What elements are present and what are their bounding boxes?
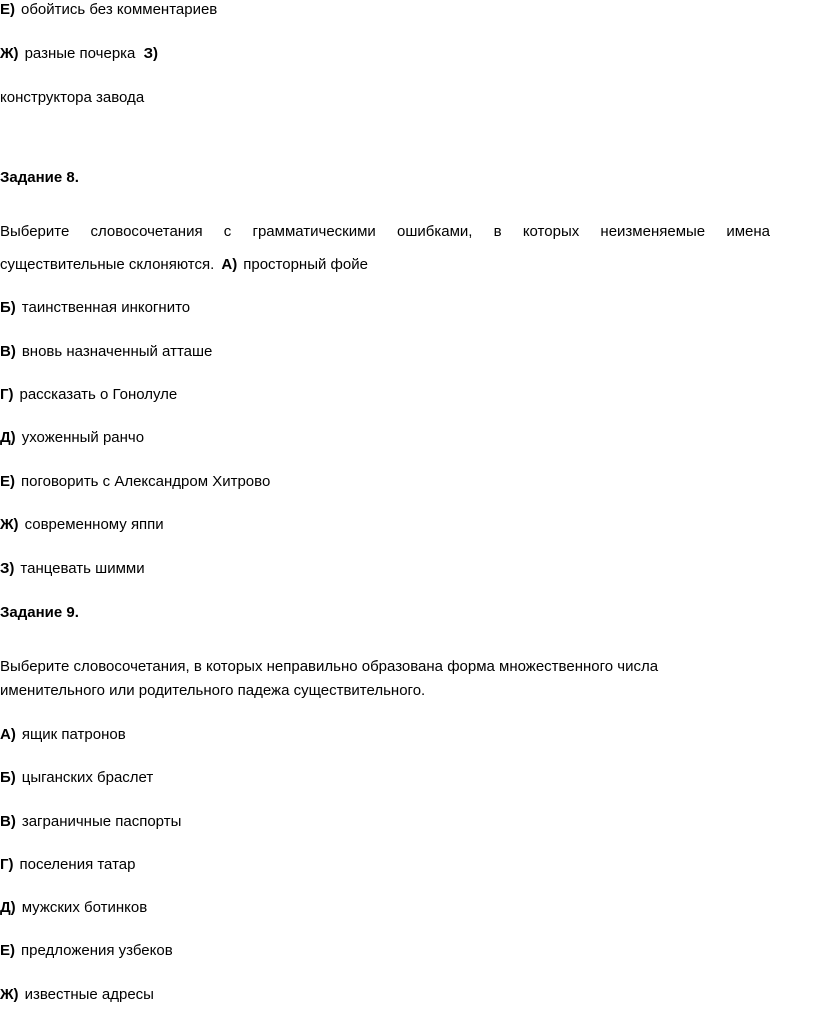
task-9-instruction-line1: [0, 657, 658, 677]
option-text: ухоженный ранчо: [21, 429, 145, 446]
task-8-option-z: [0, 559, 145, 579]
option-text: известные адресы: [24, 986, 154, 1003]
option-e-prev: [0, 0, 217, 20]
option-text: обойтись без комментариев: [21, 1, 218, 18]
option-text: поселения татар: [19, 856, 136, 873]
option-text: ящик патронов: [21, 726, 126, 743]
instruction-text: именительного или родительного падежа существительного.: [0, 682, 426, 699]
task-9-option-v: [0, 812, 181, 832]
task-9-option-zh: [0, 985, 154, 1005]
option-text: мужских ботинков: [21, 899, 148, 916]
option-text: современному яппи: [24, 516, 164, 533]
task-9-option-g: [0, 855, 135, 875]
instruction-text: Выберите словосочетания, в которых неправильно образована форма множественного числа: [0, 658, 659, 675]
task-8-option-e: [0, 472, 270, 492]
option-text: поговорить с Александром Хитрово: [21, 473, 271, 490]
option-text: конструктора завода: [0, 89, 145, 106]
option-zh-prev: [0, 44, 164, 64]
option-text: просторный фойе: [243, 256, 368, 273]
option-letter-z: З): [143, 45, 158, 62]
task-9-option-e: [0, 941, 173, 961]
task-9-heading: Задание 9.: [0, 604, 79, 621]
task-9-option-d: [0, 898, 147, 918]
task-8-option-zh: [0, 515, 164, 535]
option-letter: В): [0, 813, 16, 830]
option-letter: Ж): [0, 45, 19, 62]
task-8-option-g: [0, 385, 177, 405]
option-letter: Ж): [0, 516, 19, 533]
option-text: предложения узбеков: [21, 942, 173, 959]
instruction-text: существительные склоняются.: [0, 256, 215, 273]
option-letter: Е): [0, 942, 15, 959]
instruction-text: Выберите словосочетания с грамматическими ошибками, в которых неизменяемые имена: [0, 223, 770, 240]
option-letter: Е): [0, 1, 15, 18]
task-8-option-b: [0, 298, 190, 318]
task-8-instruction-line2: [0, 255, 368, 275]
option-text: вновь назначенный атташе: [21, 343, 213, 360]
option-text: цыганских браслет: [21, 769, 154, 786]
option-letter: Е): [0, 473, 15, 490]
option-letter: Д): [0, 429, 16, 446]
option-text: заграничные паспорты: [21, 813, 182, 830]
task-8-option-d: [0, 428, 144, 448]
task-8-option-v: [0, 342, 212, 362]
option-letter: Д): [0, 899, 16, 916]
option-text: разные почерка: [24, 45, 136, 62]
option-letter: Б): [0, 769, 16, 786]
option-z-prev-text: [0, 88, 144, 108]
task-9-option-a: [0, 725, 126, 745]
option-text: танцевать шимми: [20, 560, 145, 577]
option-letter: Б): [0, 299, 16, 316]
task-8-heading: Задание 8.: [0, 169, 79, 186]
option-text: рассказать о Гонолуле: [19, 386, 178, 403]
option-letter: А): [221, 256, 238, 273]
option-letter: Г): [0, 386, 14, 403]
task-8-instruction-line1: [0, 222, 770, 242]
option-letter: В): [0, 343, 16, 360]
option-text: таинственная инкогнито: [21, 299, 191, 316]
option-letter: Г): [0, 856, 14, 873]
option-letter: Ж): [0, 986, 19, 1003]
option-letter: З): [0, 560, 15, 577]
option-letter: А): [0, 726, 16, 743]
task-9-instruction-line2: [0, 681, 425, 701]
task-9-option-b: [0, 768, 153, 788]
